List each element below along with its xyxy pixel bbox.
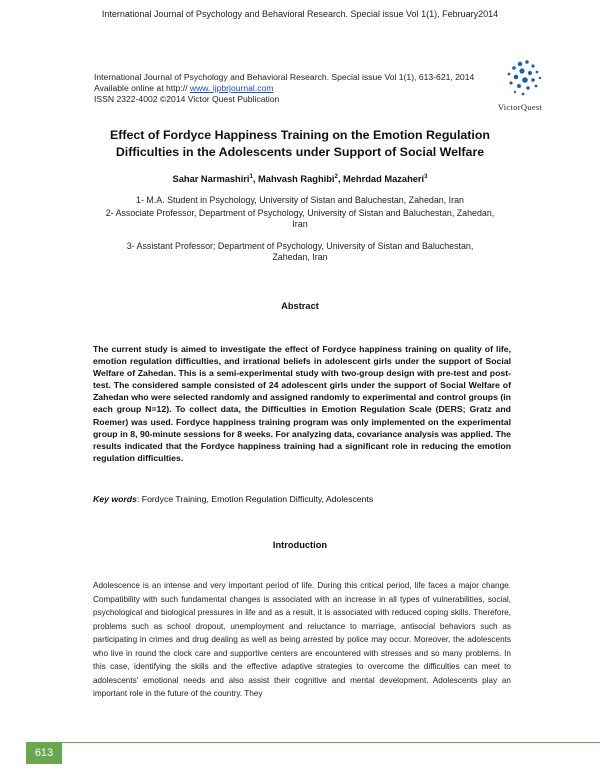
running-header: International Journal of Psychology and Behavioral Research. Special issue Vol 1(1), February2014 xyxy=(101,9,499,19)
journal-availability: Available online at http:// www. ijpbrjournal.com xyxy=(94,83,274,93)
logo-text: VictorQuest xyxy=(497,102,543,112)
keywords: Key words: Fordyce Training, Emotion Regulation Difficulty, Adolescents xyxy=(93,494,374,504)
journal-issn: ISSN 2322-4002 ©2014 Victor Quest Publication xyxy=(94,94,280,104)
author-name: Mahvash Raghibi xyxy=(258,174,335,184)
keywords-label: Key words xyxy=(93,494,137,504)
journal-link[interactable]: www. ijpbrjournal.com xyxy=(189,83,274,93)
footer-rule xyxy=(62,742,600,743)
affiliation-3: 3- Assistant Professor; Department of Psychology, University of Sistan and Baluchestan, Zahedan, Iran xyxy=(126,241,474,262)
author-name: Mehrdad Mazaheri xyxy=(343,174,425,184)
victorquest-logo xyxy=(470,58,570,114)
affiliation-2: 2- Associate Professor, Department of Psychology, University of Sistan and Baluchestan, Zahedan, Iran xyxy=(105,208,495,229)
author-name: Sahar Narmashiri xyxy=(172,174,250,184)
paper-title: Effect of Fordyce Happiness Training on the Emotion Regulation Difficulties in the Adolescents under Support of Social Welfare xyxy=(109,128,490,159)
author-list: Sahar Narmashiri$^1$, Mahvash Raghibi$^2$, Mehrdad Mazaheri$^3$ xyxy=(172,174,428,184)
abstract-heading: Abstract xyxy=(281,301,319,311)
page-number: 613 xyxy=(26,742,62,764)
journal-citation: International Journal of Psychology and Behavioral Research. Special issue Vol 1(1), 613-621, 2014 xyxy=(94,72,475,82)
abstract-text: The current study is aimed to investigate the effect of Fordyce happiness training on quality of life, emotion regulation difficulties, and irrational beliefs in adolescent girls under the support of Social Welfare of Zahedan. This is a semi-experimental study with two-group design with pre-test and post-test. The considered sample consisted of 24 adolescent girls under the support of Social Welfare of Zahedan who were selected randomly and assigned randomly to experimental and control groups (in each group N=12). To collect data, the Difficulties in Emotion Regulation Scale (DERS; Gratz and Roemer) was used. Fordyce happiness training program was only implemented on the experimental group in 8, 90-minute sessions for 8 weeks. For analyzing data, covariance analysis was applied. The results indicated that the Fordyce happiness training had a significant role in reducing the emotion regulation difficulties. xyxy=(93,344,511,463)
affiliation-1: 1- M.A. Student in Psychology, University of Sistan and Baluchestan, Zahedan, Iran xyxy=(136,195,464,205)
introduction-text: Adolescence is an intense and very important period of life. During this critical period, life faces a major change. Compatibility with such fundamental changes is associated with an increase in all types of vulnerabilities, social, psychological and biological pressures in life and as a result, it is associated with reduced coping skills. Therefore, problems such as school dropout, unemployment and reluctance to marriage, antisocial behaviors such as participating in crimes and drug dealing as well as being arrested by police may occur. Moreover, the adolescents who live in round the clock care and supportive centers are encountered with stresses and so many problems. In this case, identifying the skills and the effective adaptive strategies to overcome the difficulties can meet to adolescents' emotional needs and also assist their cognitive and mental development. Adolescents play an important role in the future of the country. They xyxy=(93,581,511,698)
introduction-heading: Introduction xyxy=(272,540,328,550)
journal-info xyxy=(94,72,474,105)
